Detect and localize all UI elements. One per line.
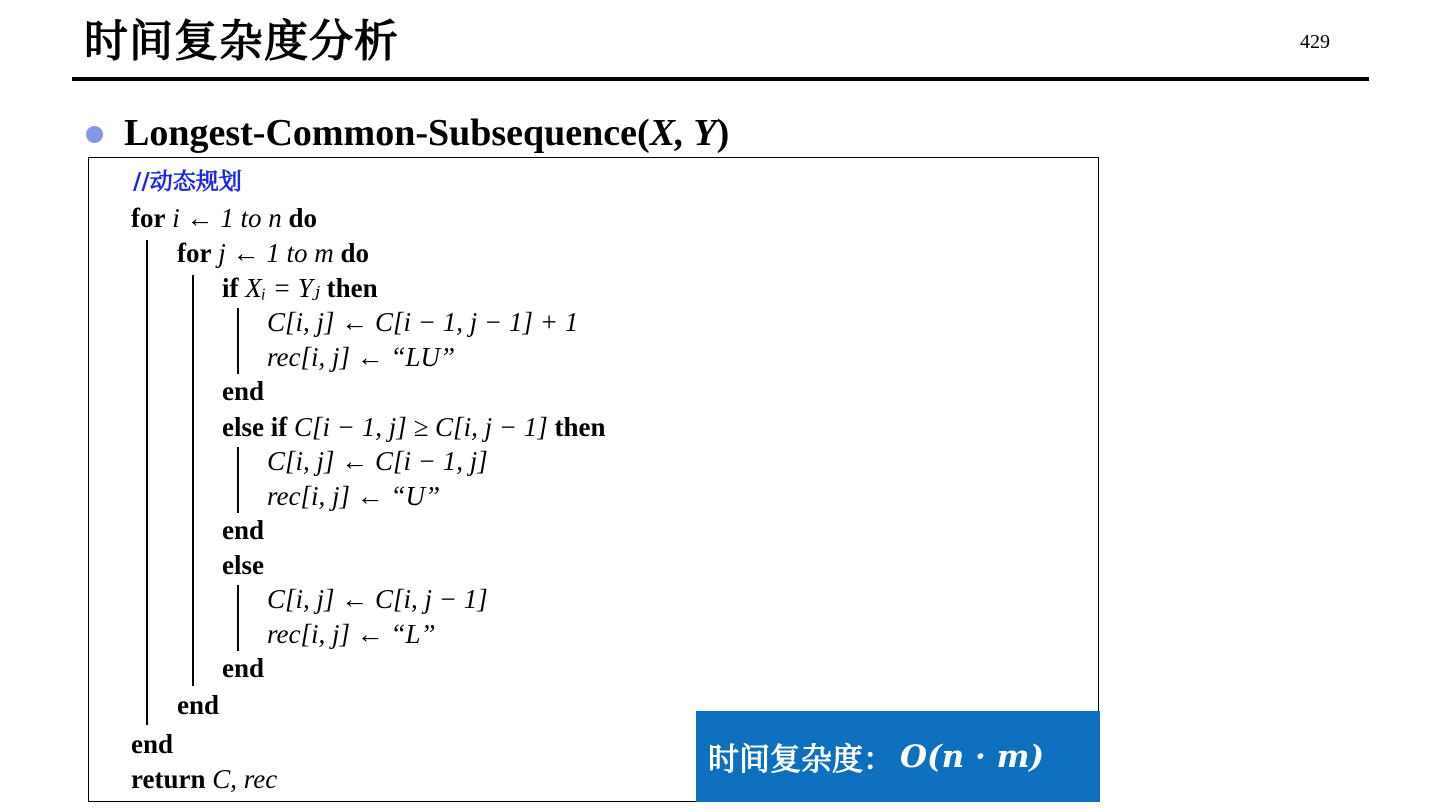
code-line-inner-end: end: [177, 690, 220, 720]
indent-bar-outer-loop: [146, 240, 148, 725]
code-line-if-stmt2: rec[i, j] ← “LU”: [267, 342, 456, 372]
indent-bar-elseif-body: [237, 447, 239, 513]
code-comment: //动态规划: [133, 169, 242, 195]
page-title: 时间复杂度分析: [84, 16, 399, 67]
code-line-if-stmt1: C[i, j] ← C[i − 1, j − 1] + 1: [267, 307, 579, 337]
complexity-value: O(n · m): [900, 738, 1045, 775]
bullet-function-name: Longest-Common-Subsequence(: [124, 112, 650, 154]
bullet-heading: [124, 108, 729, 158]
keyword-then: then: [554, 412, 606, 442]
bullet-close-paren: ): [716, 112, 730, 154]
code-line-elseif-end: end: [222, 515, 265, 545]
code-line-else-stmt2: rec[i, j] ← “L”: [267, 619, 436, 649]
code-line-outer-end: end: [131, 729, 174, 759]
if-condition: Xᵢ = Yⱼ: [245, 273, 320, 303]
keyword-return: return: [131, 764, 206, 794]
title-divider: [72, 77, 1369, 81]
code-line-inner-for: [177, 236, 369, 270]
bullet-icon: [86, 126, 103, 143]
indent-bar-if-body: [237, 308, 239, 374]
indent-bar-inner-loop: [192, 275, 194, 686]
code-line-else-stmt1: C[i, j] ← C[i, j − 1]: [267, 584, 488, 614]
code-line-else: else: [222, 550, 264, 580]
inner-loop-expr: j ← 1 to m: [218, 238, 334, 268]
elseif-condition: C[i − 1, j] ≥ C[i, j − 1]: [293, 412, 548, 442]
code-line-elseif-stmt2: rec[i, j] ← “U”: [267, 481, 441, 511]
code-line-else-end: end: [222, 653, 265, 683]
complexity-label: 时间复杂度：: [708, 742, 894, 778]
indent-bar-else-body: [237, 585, 239, 651]
keyword-else-if: else if: [222, 412, 288, 442]
keyword-then: then: [326, 273, 378, 303]
keyword-do: do: [340, 238, 370, 268]
keyword-do: do: [288, 203, 318, 233]
code-line-elseif-stmt1: C[i, j] ← C[i − 1, j]: [267, 446, 488, 476]
keyword-for: for: [177, 238, 212, 268]
code-line-return: [131, 762, 277, 796]
algorithm-box: [88, 157, 1099, 802]
code-line-else-if: [222, 410, 606, 444]
return-values: C, rec: [212, 764, 278, 794]
keyword-if: if: [222, 273, 239, 303]
keyword-for: for: [131, 203, 166, 233]
code-line-outer-for: [131, 201, 317, 235]
outer-loop-expr: i ← 1 to n: [172, 203, 282, 233]
page-number: 429: [1300, 31, 1330, 53]
code-line-if-end: end: [222, 376, 265, 406]
bullet-args: X, Y: [649, 112, 717, 154]
code-line-if: [222, 271, 378, 305]
complexity-callout: [696, 711, 1100, 802]
